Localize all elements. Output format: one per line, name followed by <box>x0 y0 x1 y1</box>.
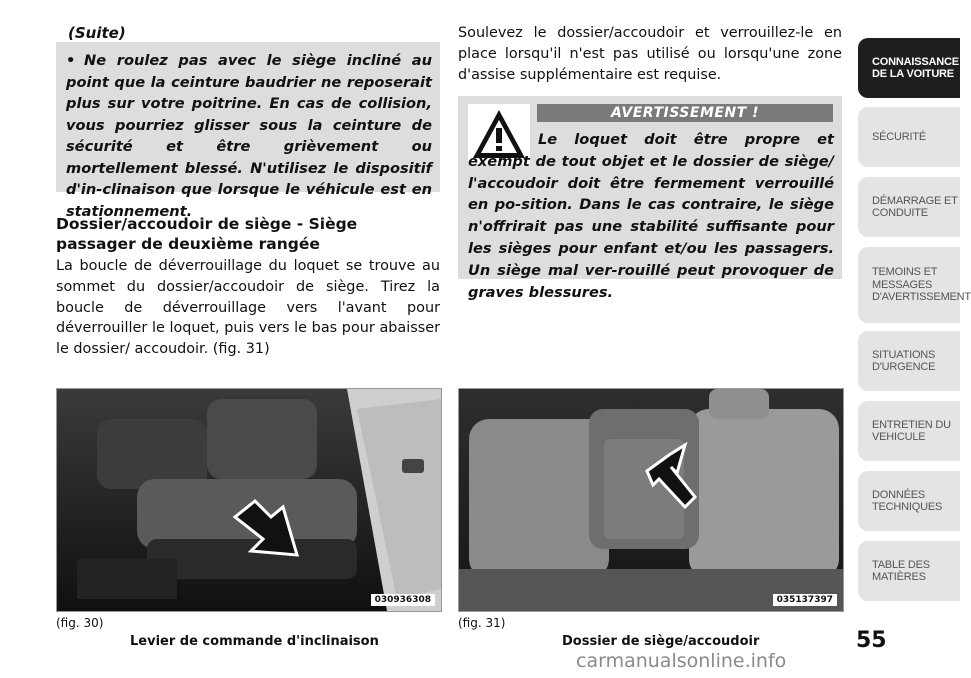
warning-box-right <box>458 96 842 301</box>
seat-photo-1 <box>57 389 441 611</box>
tab-table-matieres[interactable]: TABLE DES MATIÈRES <box>858 541 960 601</box>
seat-photo-2 <box>459 389 843 611</box>
figure-code: 030936308 <box>371 594 435 606</box>
warning-text-left: Ne roulez pas avec le siège incliné au point que la ceinture baudrier ne reposerait plus sur votre poitrine. En cas de collision, vous pourriez glisser sous la ceinture de sécurité et être grièvement ou mortellement blessé. N'utilisez le dispositif d'in-clinaison que lorsque le véhicule est en stationnement. <box>66 52 432 220</box>
tab-urgence[interactable]: SITUATIONS D'URGENCE <box>858 331 960 391</box>
bullet-icon: • <box>66 52 76 69</box>
warning-text-right: Le loquet doit être propre et exempt de tout objet et le dossier de siège/ l'accoudoir doit être fermement verrouillé en po-sition. Dans le cas contraire, le siège n'offrirait pas une stabilité suffisante pour les sièges pour enfant et/ou les passagers. Un siège mal ver-rouillé peut provoquer de graves blessures. <box>468 131 834 301</box>
figure-caption: Levier de commande d'inclinaison <box>130 634 379 649</box>
warning-box-left <box>56 42 440 220</box>
page-number: 55 <box>856 628 887 653</box>
figure-number: (fig. 30) <box>56 616 104 630</box>
tab-connaissance[interactable]: CONNAISSANCE DE LA VOITURE <box>858 38 960 98</box>
section-title: Dossier/accoudoir de siège - Siège passager de deuxième rangée <box>56 215 358 253</box>
continued-label: (Suite) <box>68 24 126 42</box>
figure-recline-lever <box>56 388 442 612</box>
warning-title: AVERTISSEMENT ! <box>537 104 833 122</box>
tab-demarrage[interactable]: DÉMARRAGE ET CONDUITE <box>858 177 960 237</box>
watermark: carmanualsonline.info <box>576 650 787 672</box>
figure-caption: Dossier de siège/accoudoir <box>562 634 760 649</box>
chapter-tabs <box>856 0 971 678</box>
figure-number: (fig. 31) <box>458 616 506 630</box>
section-body: La boucle de déverrouillage du loquet se trouve au sommet du dossier/accoudoir de siège. Tirez la boucle de déverrouillage vers l'avant pour déverrouiller le loquet, puis vers le bas pour abaisser le dossier/ accoudoir. (fig. 31) <box>56 258 440 358</box>
tab-entretien[interactable]: ENTRETIEN DU VEHICULE <box>858 401 960 461</box>
figure-seat-armrest <box>458 388 844 612</box>
figure-code: 035137397 <box>773 594 837 606</box>
tab-donnees[interactable]: DONNÉES TECHNIQUES <box>858 471 960 531</box>
tab-securite[interactable]: SÉCURITÉ <box>858 107 960 167</box>
intro-paragraph: Soulevez le dossier/accoudoir et verrouillez-le en place lorsqu'il n'est pas utilisé ou lorsqu'une zone d'assise supplémentaire est requise. <box>458 25 842 83</box>
tab-temoins[interactable]: TEMOINS ET MESSAGES D'AVERTISSEMENT <box>858 247 960 323</box>
